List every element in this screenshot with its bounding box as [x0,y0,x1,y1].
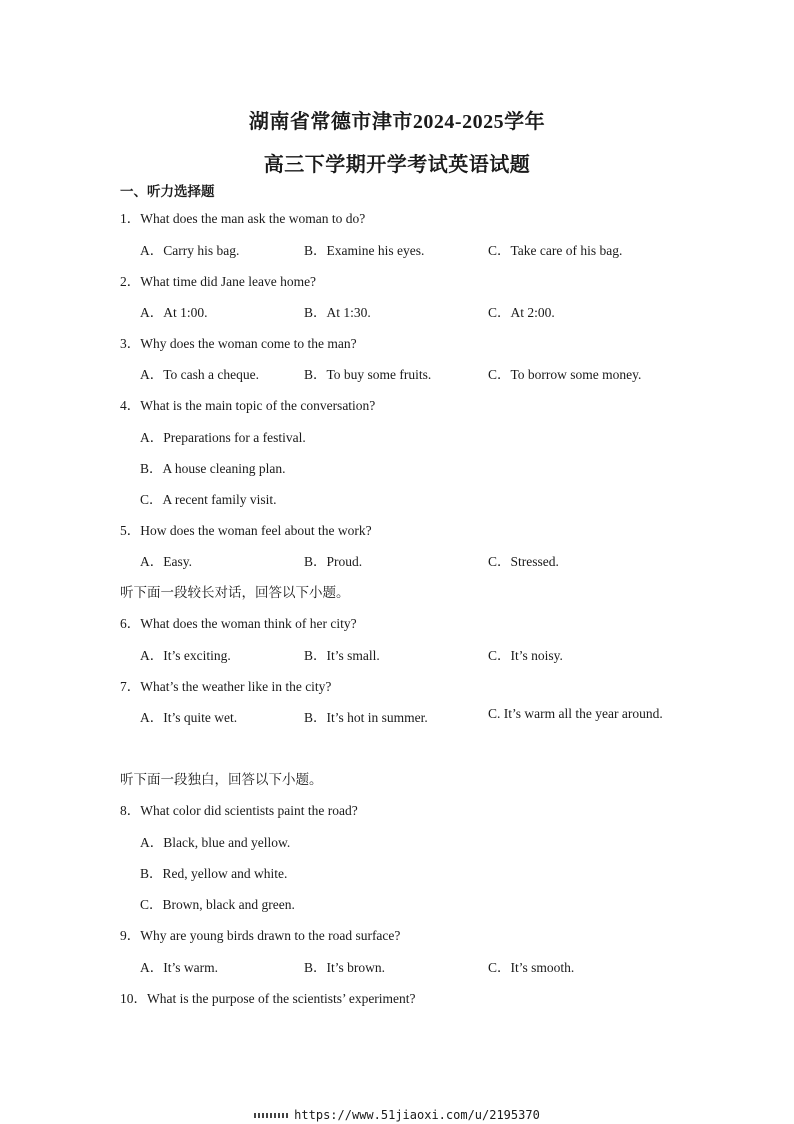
question-1 [120,207,365,227]
option-a: A．Black, blue and yellow. [140,835,291,850]
option-b: B．Examine his eyes. [304,243,425,258]
question-text: How does the woman feel about the work? [140,523,372,538]
title-line2: 高三下学期开学考试英语试题 [263,154,531,176]
option-a: A．Carry his bag. [140,243,240,258]
question-number: 5． [120,523,141,538]
option-a: A．It’s quite wet. [140,710,238,725]
watermark-icon [254,1113,290,1118]
question-8 [120,799,358,819]
option-a: A．To cash a cheque. [140,367,260,382]
question-text: What’s the weather like in the city? [140,679,332,694]
question-text: Why does the woman come to the man? [140,336,357,351]
question-number: 3． [120,336,141,351]
option-b: B．At 1:30. [304,305,371,320]
question-number: 6． [120,616,141,631]
question-number: 10． [120,991,147,1006]
question-number: 4． [120,398,141,413]
question-2 [120,270,316,290]
option-a: A．Easy. [140,554,192,569]
option-b: B．A house cleaning plan. [140,461,286,476]
question-9 [120,924,400,944]
question-4 [120,394,375,414]
instruction-long-dialogue: 听下面一段较长对话，回答以下小题。 [120,585,350,600]
question-3 [120,332,357,352]
question-number: 7． [120,679,141,694]
option-b: B．Red, yellow and white. [140,866,288,881]
option-c: C．It’s noisy. [488,648,563,663]
footer [0,1108,794,1122]
option-c: C．Brown, black and green. [140,897,295,912]
question-text: What color did scientists paint the road? [140,803,358,818]
option-c: C．It’s smooth. [488,960,575,975]
question-number: 1． [120,211,141,226]
question-text: Why are young birds drawn to the road surface? [140,928,401,943]
option-c: C．Stressed. [488,554,559,569]
instruction-monologue: 听下面一段独白，回答以下小题。 [120,772,323,787]
option-b: B．To buy some fruits. [304,367,432,382]
option-b: B．It’s hot in summer. [304,710,428,725]
option-c: C．At 2:00. [488,305,555,320]
option-c: C．A recent family visit. [140,492,277,507]
question-text: What does the man ask the woman to do? [140,211,366,226]
question-text: What is the purpose of the scientists’ experiment? [147,991,416,1006]
question-number: 9． [120,928,141,943]
question-7 [120,675,331,695]
title-line1: 湖南省常德市津市2024-2025学年 [248,111,546,133]
question-10 [120,987,416,1007]
question-6 [120,612,357,632]
question-text: What does the woman think of her city? [140,616,357,631]
option-a: A．It’s exciting. [140,648,231,663]
section-heading: 一、听力选择题 [120,184,215,199]
option-c: C．Take care of his bag. [488,243,623,258]
question-number: 2． [120,274,141,289]
question-text: What time did Jane leave home? [140,274,317,289]
option-b: B．Proud. [304,554,363,569]
option-a: A．It’s warm. [140,960,218,975]
option-b: B．It’s brown. [304,960,385,975]
option-b: B．It’s small. [304,648,380,663]
footer-url[interactable]: https://www.51jiaoxi.com/u/2195370 [294,1108,540,1122]
option-a: A．Preparations for a festival. [140,430,306,445]
question-text: What is the main topic of the conversation? [140,398,376,413]
option-a: A．At 1:00. [140,305,208,320]
question-number: 8． [120,803,141,818]
question-5 [120,519,372,539]
option-c: C．To borrow some money. [488,367,642,382]
option-c: C. It’s warm all the year around. [488,706,663,721]
